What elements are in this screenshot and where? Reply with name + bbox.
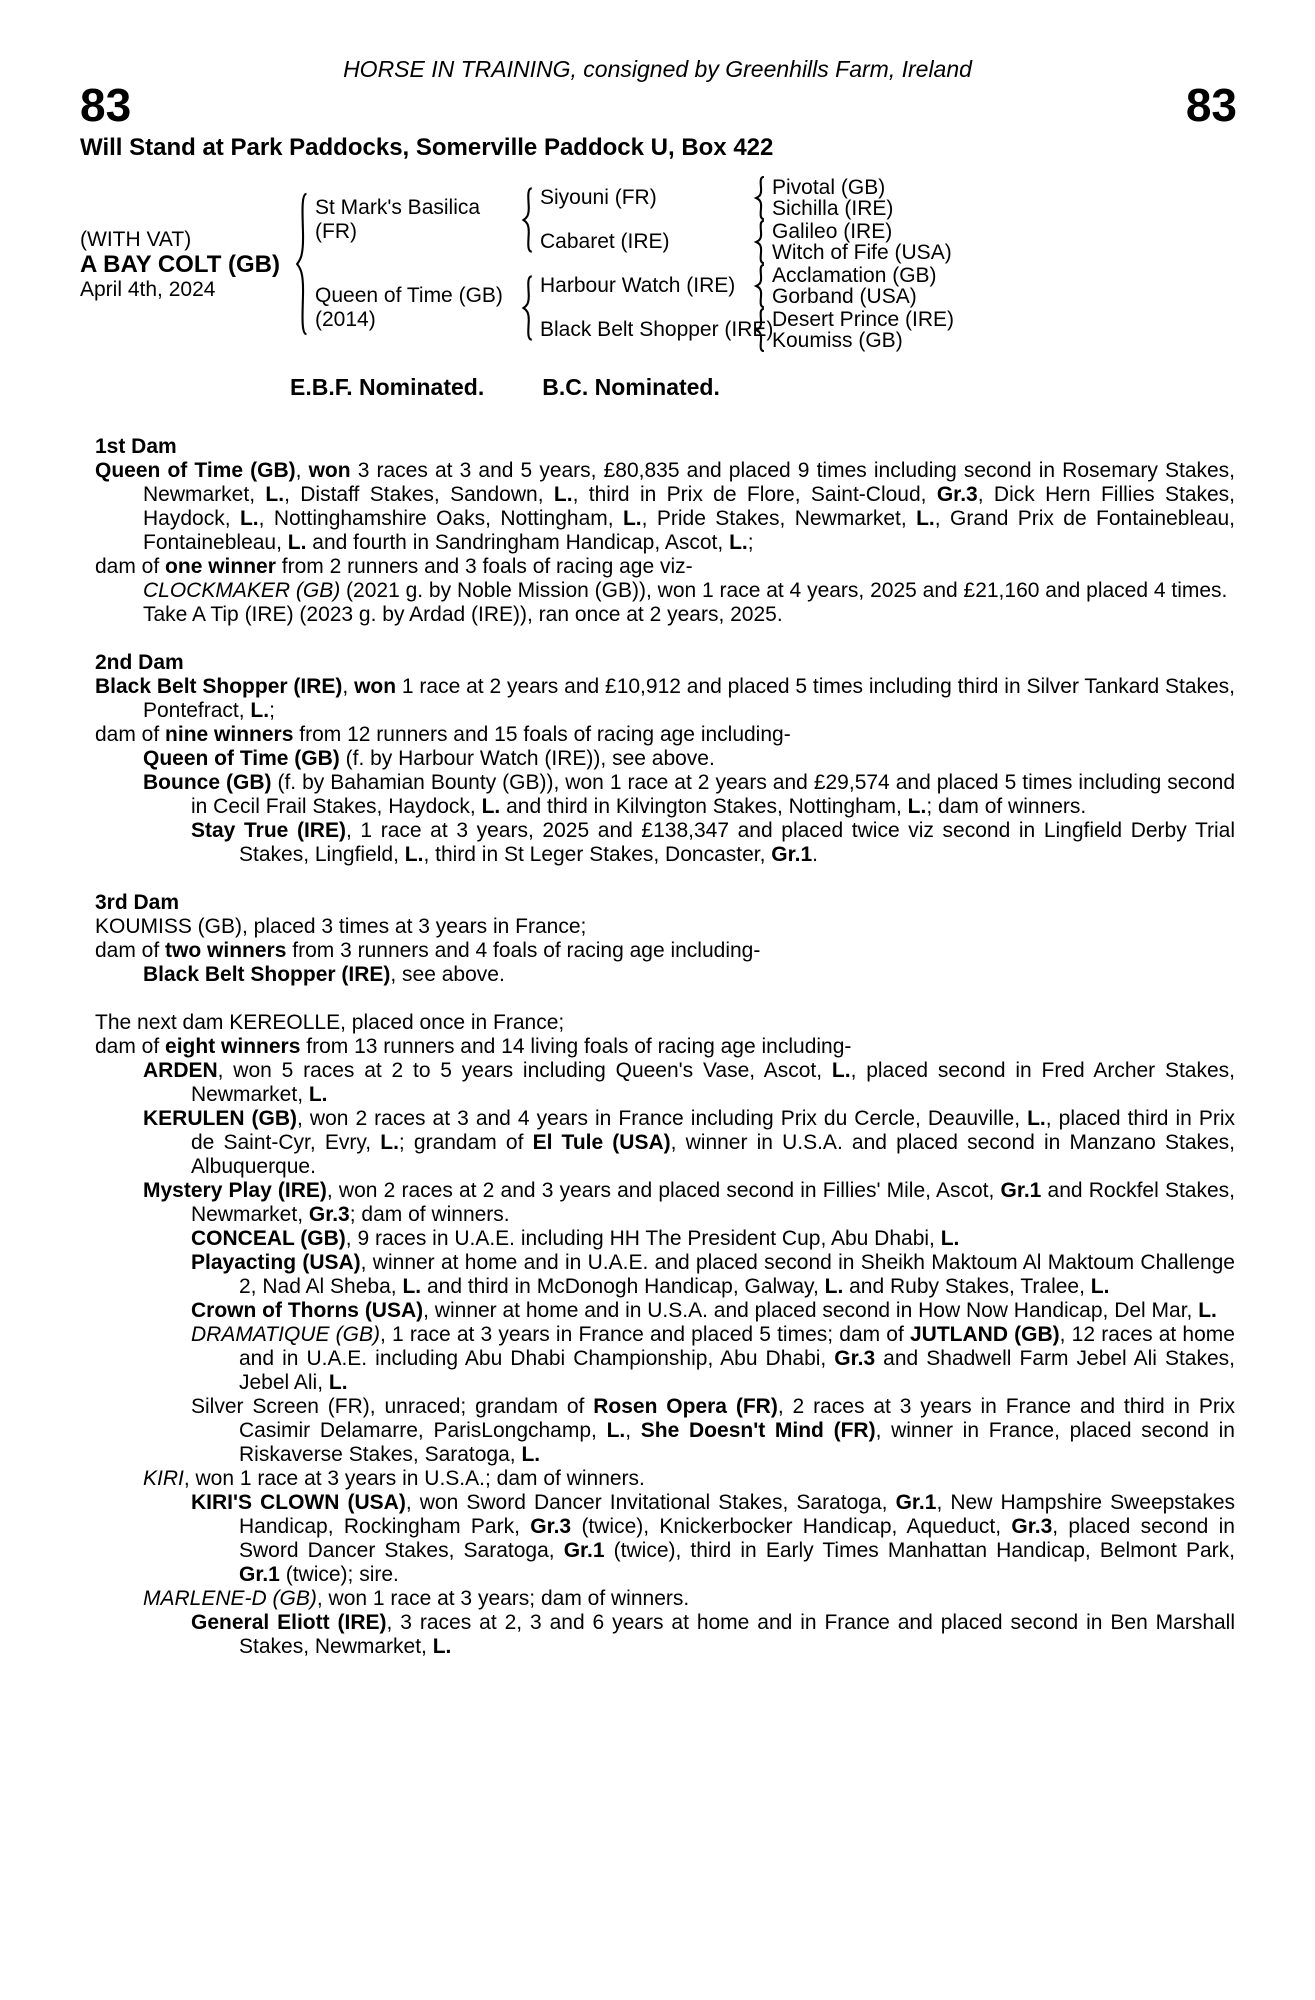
text-segment: L. xyxy=(404,843,424,866)
text-segment: Gr.3 xyxy=(1011,1515,1053,1538)
pedigree-paragraph xyxy=(95,579,1235,603)
text-segment: CLOCKMAKER (GB) xyxy=(143,579,341,602)
text-segment: , xyxy=(342,675,355,698)
lot-number-right: 83 xyxy=(1185,79,1237,131)
pedigree-paragraph xyxy=(95,963,1235,987)
text-segment: Black Belt Shopper (IRE) xyxy=(143,963,391,986)
spacer xyxy=(95,867,1235,891)
text-segment: KERULEN (GB) xyxy=(143,1107,298,1130)
text-segment: L. xyxy=(239,507,259,530)
granddam-name: Cabaret (IRE) xyxy=(540,230,670,253)
text-segment: 3rd Dam xyxy=(95,891,180,914)
text-segment: KOUMISS (GB), placed 3 times at 3 years in France; xyxy=(95,915,587,938)
text-segment: eight winners xyxy=(165,1035,301,1058)
text-segment: , placed second in Sword Dancer Stakes, Saratoga, xyxy=(239,1515,1235,1562)
text-segment: and Ruby Stakes, Tralee, xyxy=(843,1275,1091,1298)
catalogue-text xyxy=(0,435,1315,1659)
generation-brace xyxy=(752,176,766,220)
pedigree-paragraph xyxy=(95,771,1235,819)
text-segment: (twice), Knickerbocker Handicap, Aqueduct, xyxy=(571,1515,1012,1538)
generation-brace xyxy=(292,191,309,337)
pedigree-paragraph xyxy=(95,1107,1235,1179)
text-segment: Gr.3 xyxy=(936,483,978,506)
colt-name: A BAY COLT (GB) xyxy=(80,250,281,278)
grandsire-branch xyxy=(540,264,954,308)
pedigree-paragraph xyxy=(95,1299,1235,1323)
text-segment: L. xyxy=(1090,1275,1110,1298)
generation-brace xyxy=(752,308,766,352)
great-grandsire-name: Galileo (IRE) xyxy=(772,220,893,243)
text-segment: , xyxy=(295,459,309,482)
pedigree-paragraph xyxy=(95,459,1235,555)
great-granddam-name: Sichilla (IRE) xyxy=(772,197,894,220)
text-segment: Black Belt Shopper (IRE) xyxy=(95,675,343,698)
text-segment: L. xyxy=(265,483,285,506)
text-segment: , 12 races at home and in U.A.E. including Abu Dhabi Championship, Abu Dhabi, xyxy=(239,1323,1235,1370)
generation-brace xyxy=(752,264,766,308)
text-segment: ; dam of winners. xyxy=(926,795,1087,818)
text-segment: dam of xyxy=(95,1035,166,1058)
sire-branch xyxy=(315,176,954,264)
text-segment: , New Hampshire Sweepstakes Handicap, Rockingham Park, xyxy=(239,1491,1235,1538)
dam-branch xyxy=(315,264,954,352)
text-segment: ; xyxy=(269,699,275,722)
pedigree-paragraph xyxy=(95,747,1235,771)
sire-parents-column xyxy=(540,176,952,264)
pedigree-paragraph xyxy=(95,939,1235,963)
text-segment: L. xyxy=(553,483,573,506)
text-segment: Gr.1 xyxy=(239,1563,280,1586)
text-segment: L. xyxy=(940,1227,960,1250)
text-segment: JUTLAND (GB) xyxy=(910,1323,1060,1346)
text-segment: , 1 race at 3 years, 2025 and £138,347 and placed twice viz second in Lingfield Derby Trial Stakes, Lingfield, xyxy=(239,819,1235,866)
text-segment: Gr.3 xyxy=(834,1347,876,1370)
grandsire-name: Harbour Watch (IRE) xyxy=(540,274,736,297)
foaling-date: April 4th, 2024 xyxy=(80,277,216,301)
text-segment: and fourth in Sandringham Handicap, Ascot, xyxy=(306,531,730,554)
text-segment: dam of xyxy=(95,939,166,962)
text-segment: 3 races at 3 and 5 years, £80,835 and placed 9 times including second in Rosemary Stakes, Newmarket, xyxy=(143,459,1236,506)
text-segment: , winner at home and in U.A.E. and placed second in Sheikh Maktoum Al Maktoum Challenge 2, Nad Al Sheba, xyxy=(239,1251,1235,1298)
text-segment: Bounce (GB) xyxy=(143,771,272,794)
text-segment: , xyxy=(625,1419,641,1442)
text-segment: L. xyxy=(328,1371,348,1394)
pedigree-paragraph xyxy=(95,723,1235,747)
pedigree-paragraph xyxy=(95,1035,1235,1059)
text-segment: El Tule (USA) xyxy=(532,1131,671,1154)
text-segment: dam of xyxy=(95,723,166,746)
dam-section-heading xyxy=(95,651,1235,675)
pedigree-paragraph xyxy=(95,1587,1235,1611)
text-segment: and third in McDonogh Handicap, Galway, xyxy=(421,1275,825,1298)
dam-name xyxy=(315,284,519,332)
text-segment: CONCEAL (GB) xyxy=(191,1227,346,1250)
text-segment: (twice), third in Early Times Manhattan Handicap, Belmont Park, xyxy=(604,1539,1235,1562)
text-segment: ARDEN xyxy=(143,1059,218,1082)
dam-section-heading xyxy=(95,435,1235,459)
text-segment: L. xyxy=(521,1443,541,1466)
grandsire-name: Siyouni (FR) xyxy=(540,186,657,209)
text-segment: , 3 races at 2, 3 and 6 years at home and in France and placed second in Ben Marshall Stakes, Newmarket, xyxy=(239,1611,1236,1658)
text-segment: Stay True (IRE) xyxy=(191,819,346,842)
text-segment: from 3 runners and 4 foals of racing age including- xyxy=(286,939,761,962)
text-segment: L. xyxy=(481,795,501,818)
text-segment: , third in Prix de Flore, Saint-Cloud, xyxy=(572,483,937,506)
text-segment: , third in St Leger Stakes, Doncaster, xyxy=(423,843,772,866)
pedigree-paragraph xyxy=(95,555,1235,579)
text-segment: L. xyxy=(606,1419,626,1442)
text-segment: nine winners xyxy=(165,723,294,746)
text-segment: Gr.3 xyxy=(530,1515,572,1538)
text-segment: MARLENE-D (GB) xyxy=(143,1587,317,1610)
great-grandparents xyxy=(772,265,937,307)
text-segment: , 9 races in U.A.E. including HH The President Cup, Abu Dhabi, xyxy=(345,1227,941,1250)
text-segment: L. xyxy=(402,1275,422,1298)
text-segment: , won 2 races at 2 and 3 years and placed second in Fillies' Mile, Ascot, xyxy=(326,1179,1001,1202)
great-grandparents xyxy=(772,177,893,219)
text-segment: , Pride Stakes, Newmarket, xyxy=(641,507,917,530)
grandsire-branch xyxy=(540,176,952,220)
text-segment: Queen of Time (GB) xyxy=(143,747,340,770)
text-segment: won xyxy=(308,459,351,482)
text-segment: two winners xyxy=(165,939,287,962)
colt-info xyxy=(80,227,292,302)
text-segment: Silver Screen (FR), unraced; grandam of xyxy=(191,1395,594,1418)
text-segment: She Doesn't Mind (FR) xyxy=(640,1419,876,1442)
generation-brace xyxy=(519,187,534,253)
spacer xyxy=(95,987,1235,1011)
generation-brace xyxy=(519,275,534,341)
text-segment: (twice); sire. xyxy=(279,1563,399,1586)
text-segment: , won Sword Dancer Invitational Stakes, Saratoga, xyxy=(405,1491,896,1514)
text-segment: Gr.1 xyxy=(895,1491,937,1514)
text-segment: L. xyxy=(1027,1107,1046,1130)
pedigree-paragraph xyxy=(95,1491,1235,1587)
granddam-branch xyxy=(540,220,952,264)
text-segment: won xyxy=(354,675,397,698)
text-segment: , winner at home and in U.S.A. and placed second in How Now Handicap, Del Mar, xyxy=(423,1299,1199,1322)
text-segment: Crown of Thorns (USA) xyxy=(191,1299,424,1322)
pedigree-paragraph xyxy=(95,1227,1235,1251)
generation-brace xyxy=(752,220,766,264)
pedigree-table xyxy=(0,176,1315,352)
text-segment: The next dam KEREOLLE, placed once in France; xyxy=(95,1011,565,1034)
pedigree-paragraph xyxy=(95,819,1235,867)
text-segment: L. xyxy=(824,1275,844,1298)
great-granddam-name: Witch of Fife (USA) xyxy=(772,241,952,264)
text-segment: from 12 runners and 15 foals of racing age including- xyxy=(293,723,791,746)
text-segment: Gr.1 xyxy=(771,843,813,866)
text-segment: L. xyxy=(622,507,642,530)
text-segment: General Eliott (IRE) xyxy=(191,1611,387,1634)
great-granddam-name: Koumiss (GB) xyxy=(772,329,903,352)
text-segment: , won 1 race at 3 years in U.S.A.; dam of winners. xyxy=(183,1467,645,1490)
granddam-name: Black Belt Shopper (IRE) xyxy=(540,318,774,341)
text-segment: , won 5 races at 2 to 5 years including Queen's Vase, Ascot, xyxy=(217,1059,832,1082)
great-grandparents xyxy=(772,309,954,351)
text-segment: L. xyxy=(1198,1299,1217,1322)
text-segment: and Shadwell Farm Jebel Ali Stakes, Jebel Ali, xyxy=(239,1347,1235,1394)
pedigree-paragraph xyxy=(95,1467,1235,1491)
text-segment: 1st Dam xyxy=(95,435,177,458)
text-segment: Playacting (USA) xyxy=(191,1251,361,1274)
pedigree-paragraph xyxy=(95,1059,1235,1107)
lot-number-row xyxy=(0,79,1315,131)
text-segment: L. xyxy=(729,531,748,554)
text-segment: ; grandam of xyxy=(398,1131,533,1154)
great-grandsire-name: Pivotal (GB) xyxy=(772,176,886,199)
text-segment: Gr.1 xyxy=(563,1539,605,1562)
text-segment: , Grand Prix de Fontainebleau, Fontainebleau, xyxy=(143,507,1235,554)
text-segment: one winner xyxy=(165,555,276,578)
pedigree-paragraph xyxy=(95,1011,1235,1035)
text-segment: , 2 races at 3 years in France and third in Prix Casimir Delamarre, ParisLongchamp, xyxy=(239,1395,1235,1442)
text-segment: L. xyxy=(250,699,270,722)
text-segment: (2021 g. by Noble Mission (GB)), won 1 race at 4 years, 2025 and £21,160 and placed 4 times. xyxy=(340,579,1228,602)
text-segment: DRAMATIQUE (GB) xyxy=(191,1323,380,1346)
text-segment: L. xyxy=(831,1059,851,1082)
text-segment: KIRI'S CLOWN (USA) xyxy=(191,1491,406,1514)
text-segment: ; xyxy=(747,531,754,554)
granddam-branch xyxy=(540,308,954,352)
text-segment: , 1 race at 3 years in France and placed 5 times; dam of xyxy=(379,1323,910,1346)
text-segment: ; dam of winners. xyxy=(349,1203,510,1226)
stand-location-line: Will Stand at Park Paddocks, Somerville Paddock U, Box 422 xyxy=(80,134,774,161)
text-segment: Queen of Time (GB) xyxy=(95,459,296,482)
lot-number-left: 83 xyxy=(80,79,132,131)
text-segment: L. xyxy=(916,507,935,530)
text-segment: , winner in France, placed second in Riskaverse Stakes, Saratoga, xyxy=(239,1419,1235,1466)
dam-section-heading xyxy=(95,891,1235,915)
text-segment: Gr.3 xyxy=(308,1203,350,1226)
pedigree-paragraph xyxy=(95,1179,1235,1227)
pedigree-paragraph xyxy=(95,1611,1235,1659)
vat-note: (WITH VAT) xyxy=(80,227,192,251)
text-segment: , winner in U.S.A. and placed second in Manzano Stakes, Albuquerque. xyxy=(191,1131,1236,1178)
text-segment: L. xyxy=(287,531,307,554)
pedigree-paragraph xyxy=(95,675,1235,723)
text-segment: , Distaff Stakes, Sandown, xyxy=(284,483,554,506)
text-segment: L. xyxy=(308,1083,328,1106)
text-segment: , won 1 race at 3 years; dam of winners. xyxy=(316,1587,690,1610)
spacer xyxy=(95,627,1235,651)
text-segment: KIRI xyxy=(143,1467,184,1490)
text-segment: . xyxy=(812,843,818,866)
text-segment: , won 2 races at 3 and 4 years in France including Prix du Cercle, Deauville, xyxy=(297,1107,1028,1130)
text-segment: , placed third in Prix de Saint-Cyr, Evry, xyxy=(191,1107,1236,1154)
nominations-line xyxy=(0,374,1315,401)
text-segment: (f. by Bahamian Bounty (GB)), won 1 race at 2 years and £29,574 and placed 5 times including second in Cecil Frail Stakes, Haydock, xyxy=(191,771,1235,818)
great-grandparents xyxy=(772,221,952,263)
pedigree-paragraph xyxy=(95,1395,1235,1467)
dam-year: (2014) xyxy=(315,308,376,331)
pedigree-paragraph xyxy=(95,915,1235,939)
text-segment: , placed second in Fred Archer Stakes, Newmarket, xyxy=(191,1059,1235,1106)
great-granddam-name: Gorband (USA) xyxy=(772,285,917,308)
text-segment: , Nottinghamshire Oaks, Nottingham, xyxy=(258,507,623,530)
consignor-line: HORSE IN TRAINING, consigned by Greenhills Farm, Ireland xyxy=(343,56,972,82)
bc-nominated-label: B.C. Nominated. xyxy=(542,374,720,400)
text-segment: L. xyxy=(432,1635,452,1658)
great-grandsire-name: Desert Prince (IRE) xyxy=(772,308,955,331)
text-segment: 1 race at 2 years and £10,912 and placed 5 times including third in Silver Tankard Stakes, Pontefract, xyxy=(143,675,1236,722)
great-grandsire-name: Acclamation (GB) xyxy=(772,264,937,287)
text-segment: and Rockfel Stakes, Newmarket, xyxy=(191,1179,1235,1226)
text-segment: from 2 runners and 3 foals of racing age viz- xyxy=(275,555,693,578)
text-segment: Mystery Play (IRE) xyxy=(143,1179,327,1202)
text-segment: Take A Tip (IRE) (2023 g. by Ardad (IRE)), ran once at 2 years, 2025. xyxy=(143,603,783,626)
text-segment: , Dick Hern Fillies Stakes, Haydock, xyxy=(143,483,1236,530)
sire-name: St Mark's Basilica (FR) xyxy=(315,196,481,243)
text-segment: 2nd Dam xyxy=(95,651,184,674)
text-segment: Rosen Opera (FR) xyxy=(593,1395,778,1418)
pedigree-paragraph xyxy=(95,1323,1235,1395)
text-segment: L. xyxy=(907,795,927,818)
text-segment: from 13 runners and 14 living foals of racing age including- xyxy=(300,1035,852,1058)
text-segment: Gr.1 xyxy=(1000,1179,1042,1202)
text-segment: dam of xyxy=(95,555,166,578)
dam-parents-column xyxy=(540,264,954,352)
text-segment: , see above. xyxy=(390,963,505,986)
dam-name-text: Queen of Time (GB) xyxy=(315,284,503,307)
text-segment: and third in Kilvington Stakes, Nottingham, xyxy=(500,795,908,818)
text-segment: L. xyxy=(380,1131,399,1154)
text-segment: (f. by Harbour Watch (IRE)), see above. xyxy=(339,747,715,770)
ebf-nominated-label: E.B.F. Nominated. xyxy=(290,374,485,400)
parents-column xyxy=(315,176,954,352)
pedigree-paragraph xyxy=(95,1251,1235,1299)
pedigree-paragraph xyxy=(95,603,1235,627)
